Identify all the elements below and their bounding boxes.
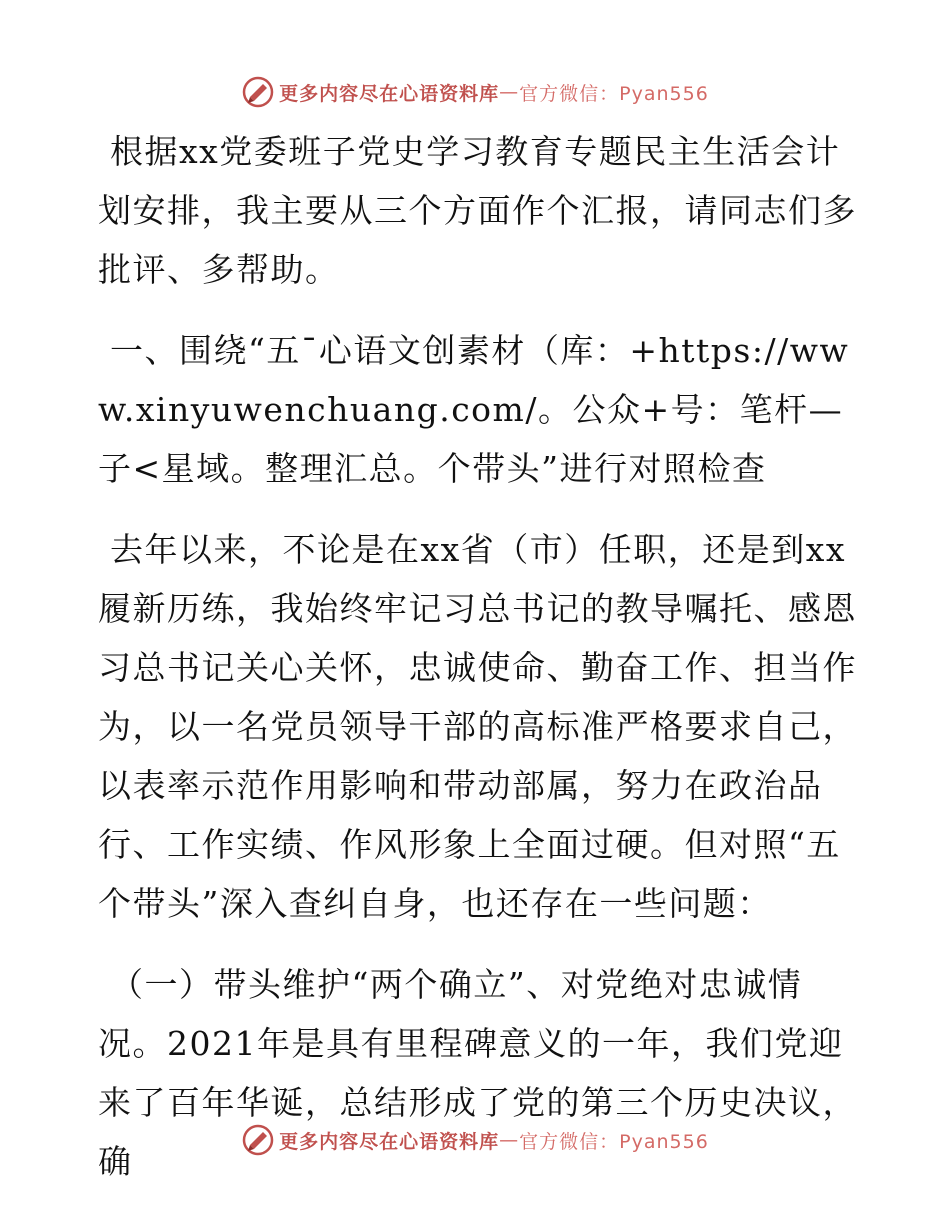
book-pen-logo-icon [241,1123,275,1157]
watermark-footer [0,1120,950,1160]
watermark-header [0,72,950,112]
paragraph-intro: 根据xx党委班子党史学习教育专题民主生活会计划安排，我主要从三个方面作个汇报，请同志们多批评、多帮助。 [98,132,857,289]
watermark-wechat: 官方微信：Pyan556 [519,82,709,105]
watermark-separator: — [499,81,520,103]
watermark-text: 更多内容尽在心语资料库 [279,82,500,105]
book-pen-logo-icon [241,75,275,109]
section-heading-1: 一、围绕“五¯心语文创素材（库：+https://www.xinyuwenchuang.com/。公众+号：笔杆—子<星域。整理汇总。个带头”进行对照检查 [98,331,850,488]
watermark-wechat: 官方微信：Pyan556 [519,1130,709,1153]
watermark-text: 更多内容尽在心语资料库 [279,1130,500,1153]
document-body [98,122,858,1213]
paragraph-review: 去年以来，不论是在xx省（市）任职，还是到xx履新历练，我始终牢记习总书记的教导嘱托、感恩习总书记关心关怀，忠诚使命、勤奋工作、担当作为，以一名党员领导干部的高标准严格要求自己，以表率示范作用影响和带动部属，努力在政治品行、工作实绩、作风形象上全面过硬。但对照“五个带头”深入查纠自身，也还存在一些问题： [98,530,857,923]
watermark-separator: — [499,1129,520,1151]
subsection-heading-1: （一）带头维护“两个确立”、对党绝对忠诚情况。2021年是具有里程碑意义的一年，我们党迎来了百年华诞，总结形成了党的第三个历史决议，确 [98,965,857,1181]
